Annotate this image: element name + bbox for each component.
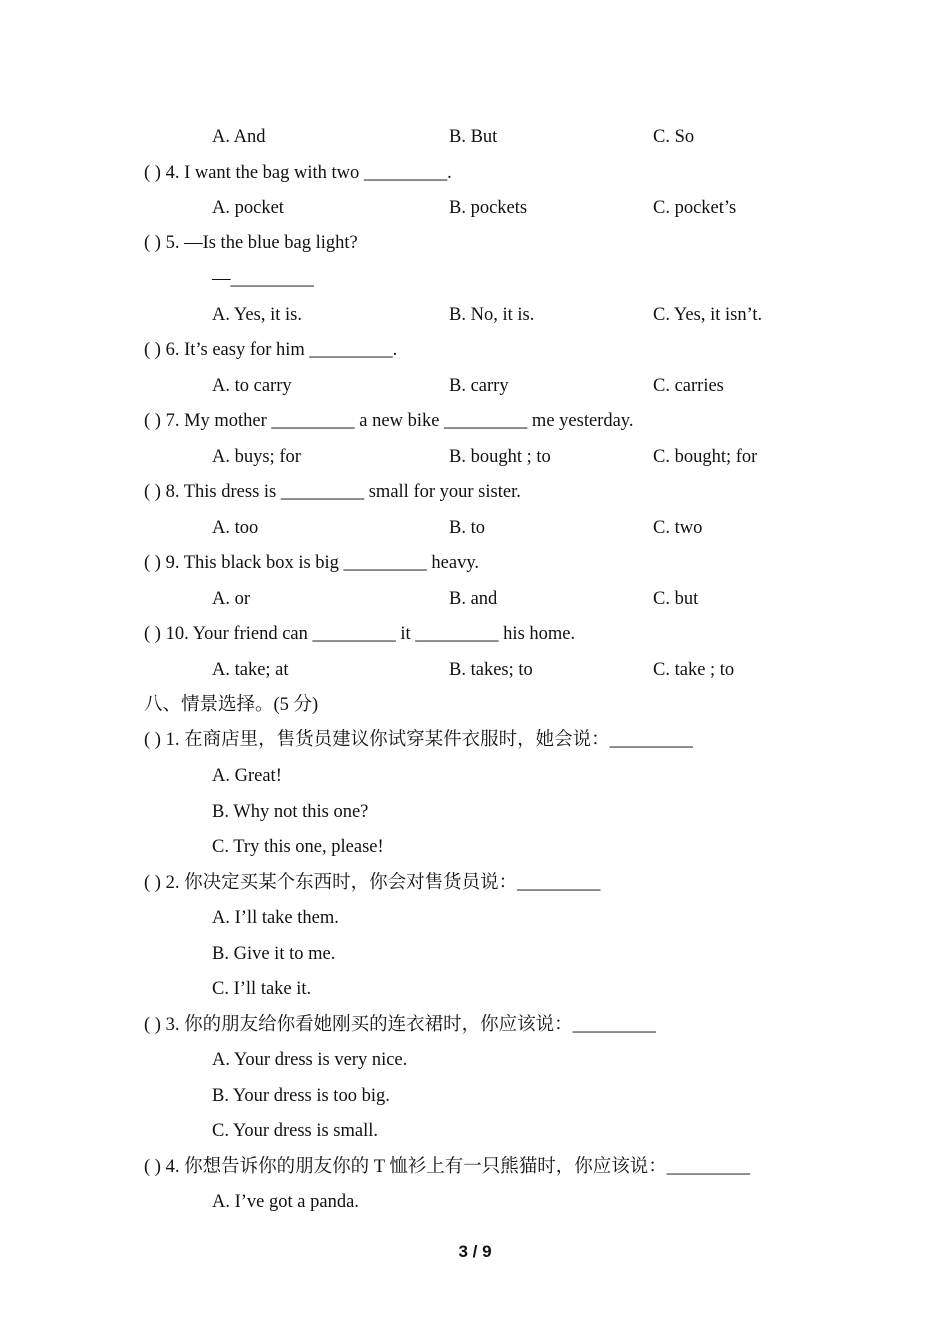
s8-q1-option-c: C. Try this one, please!	[212, 837, 384, 857]
q10-option-c: C. take ; to	[653, 660, 735, 680]
q10-option-b: B. takes; to	[449, 660, 533, 680]
q6-option-a: A. to carry	[212, 376, 292, 396]
q8-option-b: B. to	[449, 518, 485, 538]
page-number: 3 / 9	[458, 1242, 492, 1261]
s8-q3-option-a: A. Your dress is very nice.	[212, 1050, 408, 1070]
section-8-heading: 八、情景选择。(5 分)	[144, 695, 319, 715]
s8-q2-option-c: C. I’ll take it.	[212, 979, 312, 999]
q9-option-b: B. and	[449, 589, 498, 609]
question-6: ( ) 6. It’s easy for him _________.	[144, 340, 398, 360]
question-4: ( ) 4. I want the bag with two _________.	[144, 163, 452, 183]
q7-option-a: A. buys; for	[212, 447, 301, 467]
s8-q3-option-c: C. Your dress is small.	[212, 1121, 379, 1141]
s8-question-1: ( ) 1. 在商店里，售货员建议你试穿某件衣服时，她会说：_________	[144, 730, 693, 750]
q3-option-b: B. But	[449, 127, 498, 147]
q5-option-c: C. Yes, it isn’t.	[653, 305, 763, 325]
q9-option-a: A. or	[212, 589, 251, 609]
q4-option-b: B. pockets	[449, 198, 528, 218]
question-8: ( ) 8. This dress is _________ small for your sister.	[144, 482, 521, 502]
q4-option-a: A. pocket	[212, 198, 284, 218]
question-5: ( ) 5. —Is the blue bag light?	[144, 233, 358, 253]
s8-q2-option-a: A. I’ll take them.	[212, 908, 339, 928]
q8-option-a: A. too	[212, 518, 259, 538]
q6-option-b: B. carry	[449, 376, 509, 396]
s8-q2-option-b: B. Give it to me.	[212, 944, 336, 964]
q7-option-b: B. bought ; to	[449, 447, 551, 467]
q5-option-a: A. Yes, it is.	[212, 305, 302, 325]
q4-option-c: C. pocket’s	[653, 198, 737, 218]
s8-question-4: ( ) 4. 你想告诉你的朋友你的 T 恤衫上有一只熊猫时，你应该说：_________	[144, 1157, 751, 1177]
q8-option-c: C. two	[653, 518, 703, 538]
q5-answer-blank: —_________	[212, 269, 314, 289]
s8-q3-option-b: B. Your dress is too big.	[212, 1086, 390, 1106]
q5-option-b: B. No, it is.	[449, 305, 535, 325]
s8-q4-option-a: A. I’ve got a panda.	[212, 1192, 359, 1212]
question-9: ( ) 9. This black box is big _________ heavy.	[144, 553, 480, 573]
question-10: ( ) 10. Your friend can _________ it _________ his home.	[144, 624, 576, 644]
question-7: ( ) 7. My mother _________ a new bike _________ me yesterday.	[144, 411, 634, 431]
q3-option-c: C. So	[653, 127, 695, 147]
q7-option-c: C. bought; for	[653, 447, 758, 467]
q9-option-c: C. but	[653, 589, 699, 609]
q6-option-c: C. carries	[653, 376, 724, 396]
q10-option-a: A. take; at	[212, 660, 289, 680]
q3-option-a: A. And	[212, 127, 266, 147]
s8-q1-option-b: B. Why not this one?	[212, 802, 369, 822]
s8-question-2: ( ) 2. 你决定买某个东西时，你会对售货员说：_________	[144, 873, 601, 893]
s8-question-3: ( ) 3. 你的朋友给你看她刚买的连衣裙时，你应该说：_________	[144, 1015, 656, 1035]
s8-q1-option-a: A. Great!	[212, 766, 282, 786]
